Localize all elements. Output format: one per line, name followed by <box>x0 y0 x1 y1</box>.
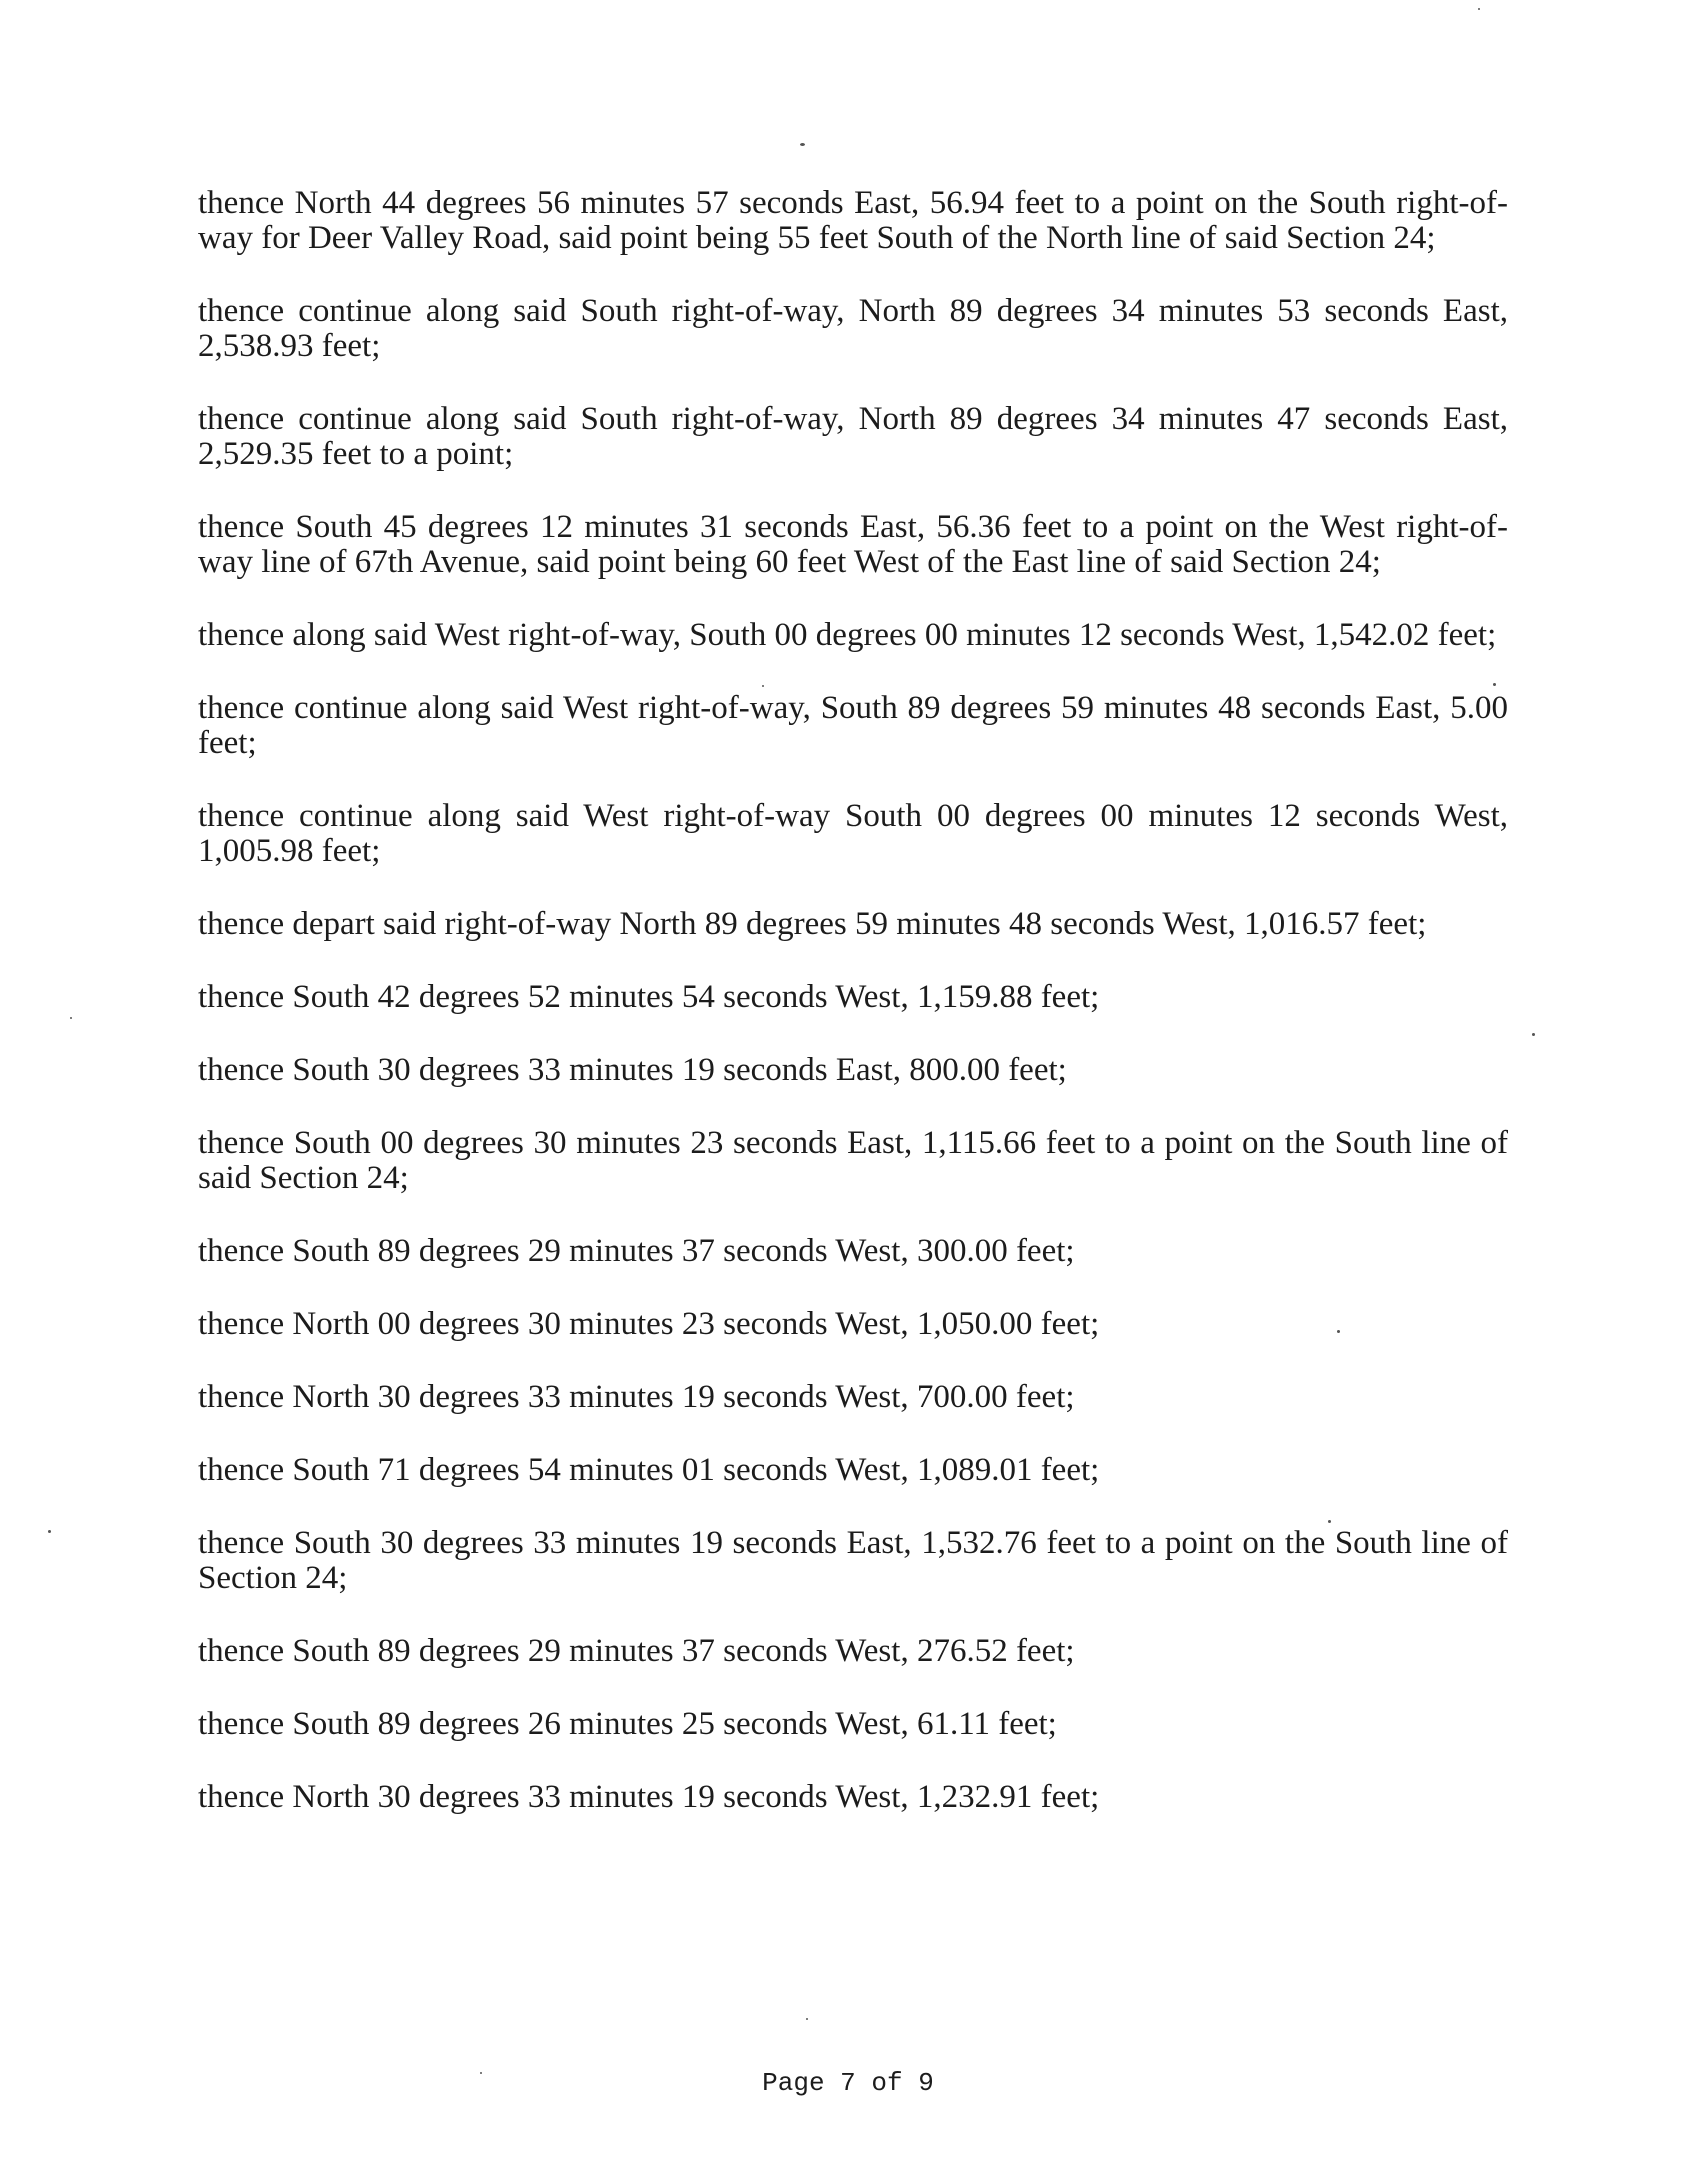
scan-speck <box>1337 1330 1340 1333</box>
scan-speck <box>1493 683 1496 686</box>
course-paragraph-2: thence continue along said South right-of-way, North 89 degrees 34 minutes 53 seconds East, 2,538.93 feet; <box>198 293 1508 364</box>
course-paragraph-8: thence depart said right-of-way North 89 degrees 59 minutes 48 seconds West, 1,016.57 feet; <box>198 906 1427 942</box>
course-paragraph-12: thence South 89 degrees 29 minutes 37 seconds West, 300.00 feet; <box>198 1233 1075 1269</box>
course-paragraph-16: thence South 30 degrees 33 minutes 19 seconds East, 1,532.76 feet to a point on the South line of Section 24; <box>198 1525 1508 1596</box>
scan-speck <box>1328 1520 1331 1523</box>
course-paragraph-14: thence North 30 degrees 33 minutes 19 seconds West, 700.00 feet; <box>198 1379 1075 1415</box>
course-paragraph-13: thence North 00 degrees 30 minutes 23 seconds West, 1,050.00 feet; <box>198 1306 1100 1342</box>
course-paragraph-11: thence South 00 degrees 30 minutes 23 seconds East, 1,115.66 feet to a point on the South line of said Section 24; <box>198 1125 1508 1196</box>
page-number-footer: Page 7 of 9 <box>762 2068 934 2098</box>
scan-speck <box>48 1530 51 1533</box>
course-paragraph-15: thence South 71 degrees 54 minutes 01 seconds West, 1,089.01 feet; <box>198 1452 1100 1488</box>
course-paragraph-5: thence along said West right-of-way, South 00 degrees 00 minutes 12 seconds West, 1,542.02 feet; <box>198 617 1497 653</box>
legal-description-body <box>198 186 1508 1853</box>
course-paragraph-6: thence continue along said West right-of-way, South 89 degrees 59 minutes 48 seconds East, 5.00 feet; <box>198 690 1508 761</box>
course-paragraph-18: thence South 89 degrees 26 minutes 25 seconds West, 61.11 feet; <box>198 1706 1057 1742</box>
scan-speck <box>1478 8 1480 10</box>
scan-speck <box>480 2072 482 2074</box>
course-paragraph-4: thence South 45 degrees 12 minutes 31 seconds East, 56.36 feet to a point on the West right-of-way line of 67th Avenue, said point being 60 feet West of the East line of said Section 24; <box>198 509 1508 580</box>
scan-speck <box>762 685 764 687</box>
scan-speck <box>1532 1033 1535 1036</box>
scan-speck <box>70 1017 72 1019</box>
course-paragraph-9: thence South 42 degrees 52 minutes 54 seconds West, 1,159.88 feet; <box>198 979 1100 1015</box>
scan-speck <box>800 143 805 146</box>
course-paragraph-17: thence South 89 degrees 29 minutes 37 seconds West, 276.52 feet; <box>198 1633 1075 1669</box>
course-paragraph-3: thence continue along said South right-of-way, North 89 degrees 34 minutes 47 seconds East, 2,529.35 feet to a point; <box>198 401 1508 472</box>
scan-speck <box>806 2018 808 2020</box>
course-paragraph-7: thence continue along said West right-of-way South 00 degrees 00 minutes 12 seconds West, 1,005.98 feet; <box>198 798 1508 869</box>
course-paragraph-19: thence North 30 degrees 33 minutes 19 seconds West, 1,232.91 feet; <box>198 1779 1100 1815</box>
course-paragraph-10: thence South 30 degrees 33 minutes 19 seconds East, 800.00 feet; <box>198 1052 1067 1088</box>
course-paragraph-1: thence North 44 degrees 56 minutes 57 seconds East, 56.94 feet to a point on the South right-of-way for Deer Valley Road, said point being 55 feet South of the North line of said Section 24; <box>198 185 1508 256</box>
